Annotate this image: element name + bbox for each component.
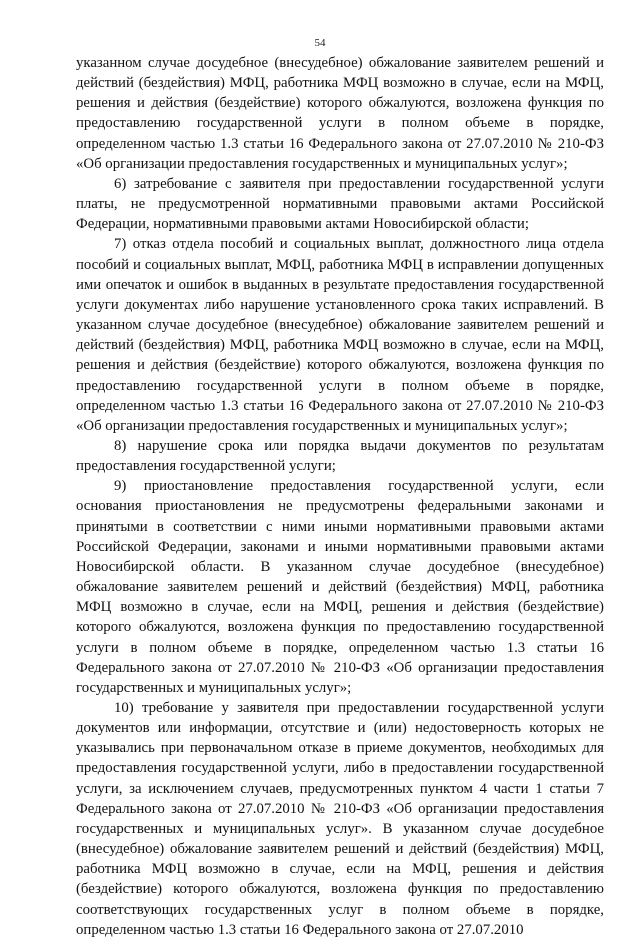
paragraph-continuation: указанном случае досудебное (внесудебное) обжалование заявителем решений и действий (бездействия) МФЦ, работника МФЦ возможно в случае, если на МФЦ, решения и действия (бездействие) которого обжалуются, возложена функция по предоставлению государственной услуги в полном объеме в порядке, определенном частью 1.3 статьи 16 Федерального закона от 27.07.2010 № 210-ФЗ «Об организации предоставления государственных и муниципальных услуг»;	[76, 55, 604, 172]
page-number: 54	[314, 37, 326, 49]
document-body	[76, 53, 604, 940]
paragraph-item-6: 6) затребование с заявителя при предоставлении государственной услуги платы, не предусмотренной нормативными правовыми актами Российской Федерации, нормативными правовыми актами Новосибирской области;	[76, 175, 604, 233]
paragraph-item-9: 9) приостановление предоставления государственной услуги, если основания приостановления не предусмотрены федеральными законами и принятыми в соответствии с ними иными нормативными правовыми актами Российской Федерации, законами и иными нормативными правовыми актами Новосибирской области. В указанном случае досудебное (внесудебное) обжалование заявителем решений и действий (бездействия) МФЦ, работника МФЦ возможно в случае, если на МФЦ, решения и действия (бездействие) которого обжалуются, возложена функция по предоставлению государственной услуги в полном объеме в порядке, определенном частью 1.3 статьи 16 Федерального закона от 27.07.2010 № 210-ФЗ «Об организации предоставления государственных и муниципальных услуг»;	[76, 478, 604, 696]
paragraph-item-8: 8) нарушение срока или порядка выдачи документов по результатам предоставления государственной услуги;	[76, 437, 604, 475]
paragraph-item-7: 7) отказ отдела пособий и социальных выплат, должностного лица отдела пособий и социальных выплат, МФЦ, работника МФЦ в исправлении допущенных ими опечаток и ошибок в выданных в результате предоставления государственной услуги документах либо нарушение установленного срока таких исправлений. В указанном случае досудебное (внесудебное) обжалование заявителем решений и действий (бездействия) МФЦ, работника МФЦ возможно в случае, если на МФЦ, решения и действия (бездействие) которого обжалуются, возложена функция по предоставлению государственной услуги в полном объеме в порядке, определенном частью 1.3 статьи 16 Федерального закона от 27.07.2010 № 210-ФЗ «Об организации предоставления государственных и муниципальных услуг»;	[76, 236, 604, 434]
paragraph-item-10: 10) требование у заявителя при предоставлении государственной услуги документов или информации, отсутствие и (или) недостоверность которых не указывались при первоначальном отказе в приеме документов, необходимых для предоставления государственной услуги, либо в предоставлении государственной услуги, за исключением случаев, предусмотренных пунктом 4 части 1 статьи 7 Федерального закона от 27.07.2010 № 210-ФЗ «Об организации предоставления государственных и муниципальных услуг». В указанном случае досудебное (внесудебное) обжалование заявителем решений и действий (бездействия) МФЦ, работника МФЦ возможно в случае, если на МФЦ, решения и действия (бездействие) которого обжалуются, возложена функция по предоставлению соответствующих государственных услуг в полном объеме в порядке, определенном частью 1.3 статьи 16 Федерального закона от 27.07.2010	[76, 700, 604, 938]
